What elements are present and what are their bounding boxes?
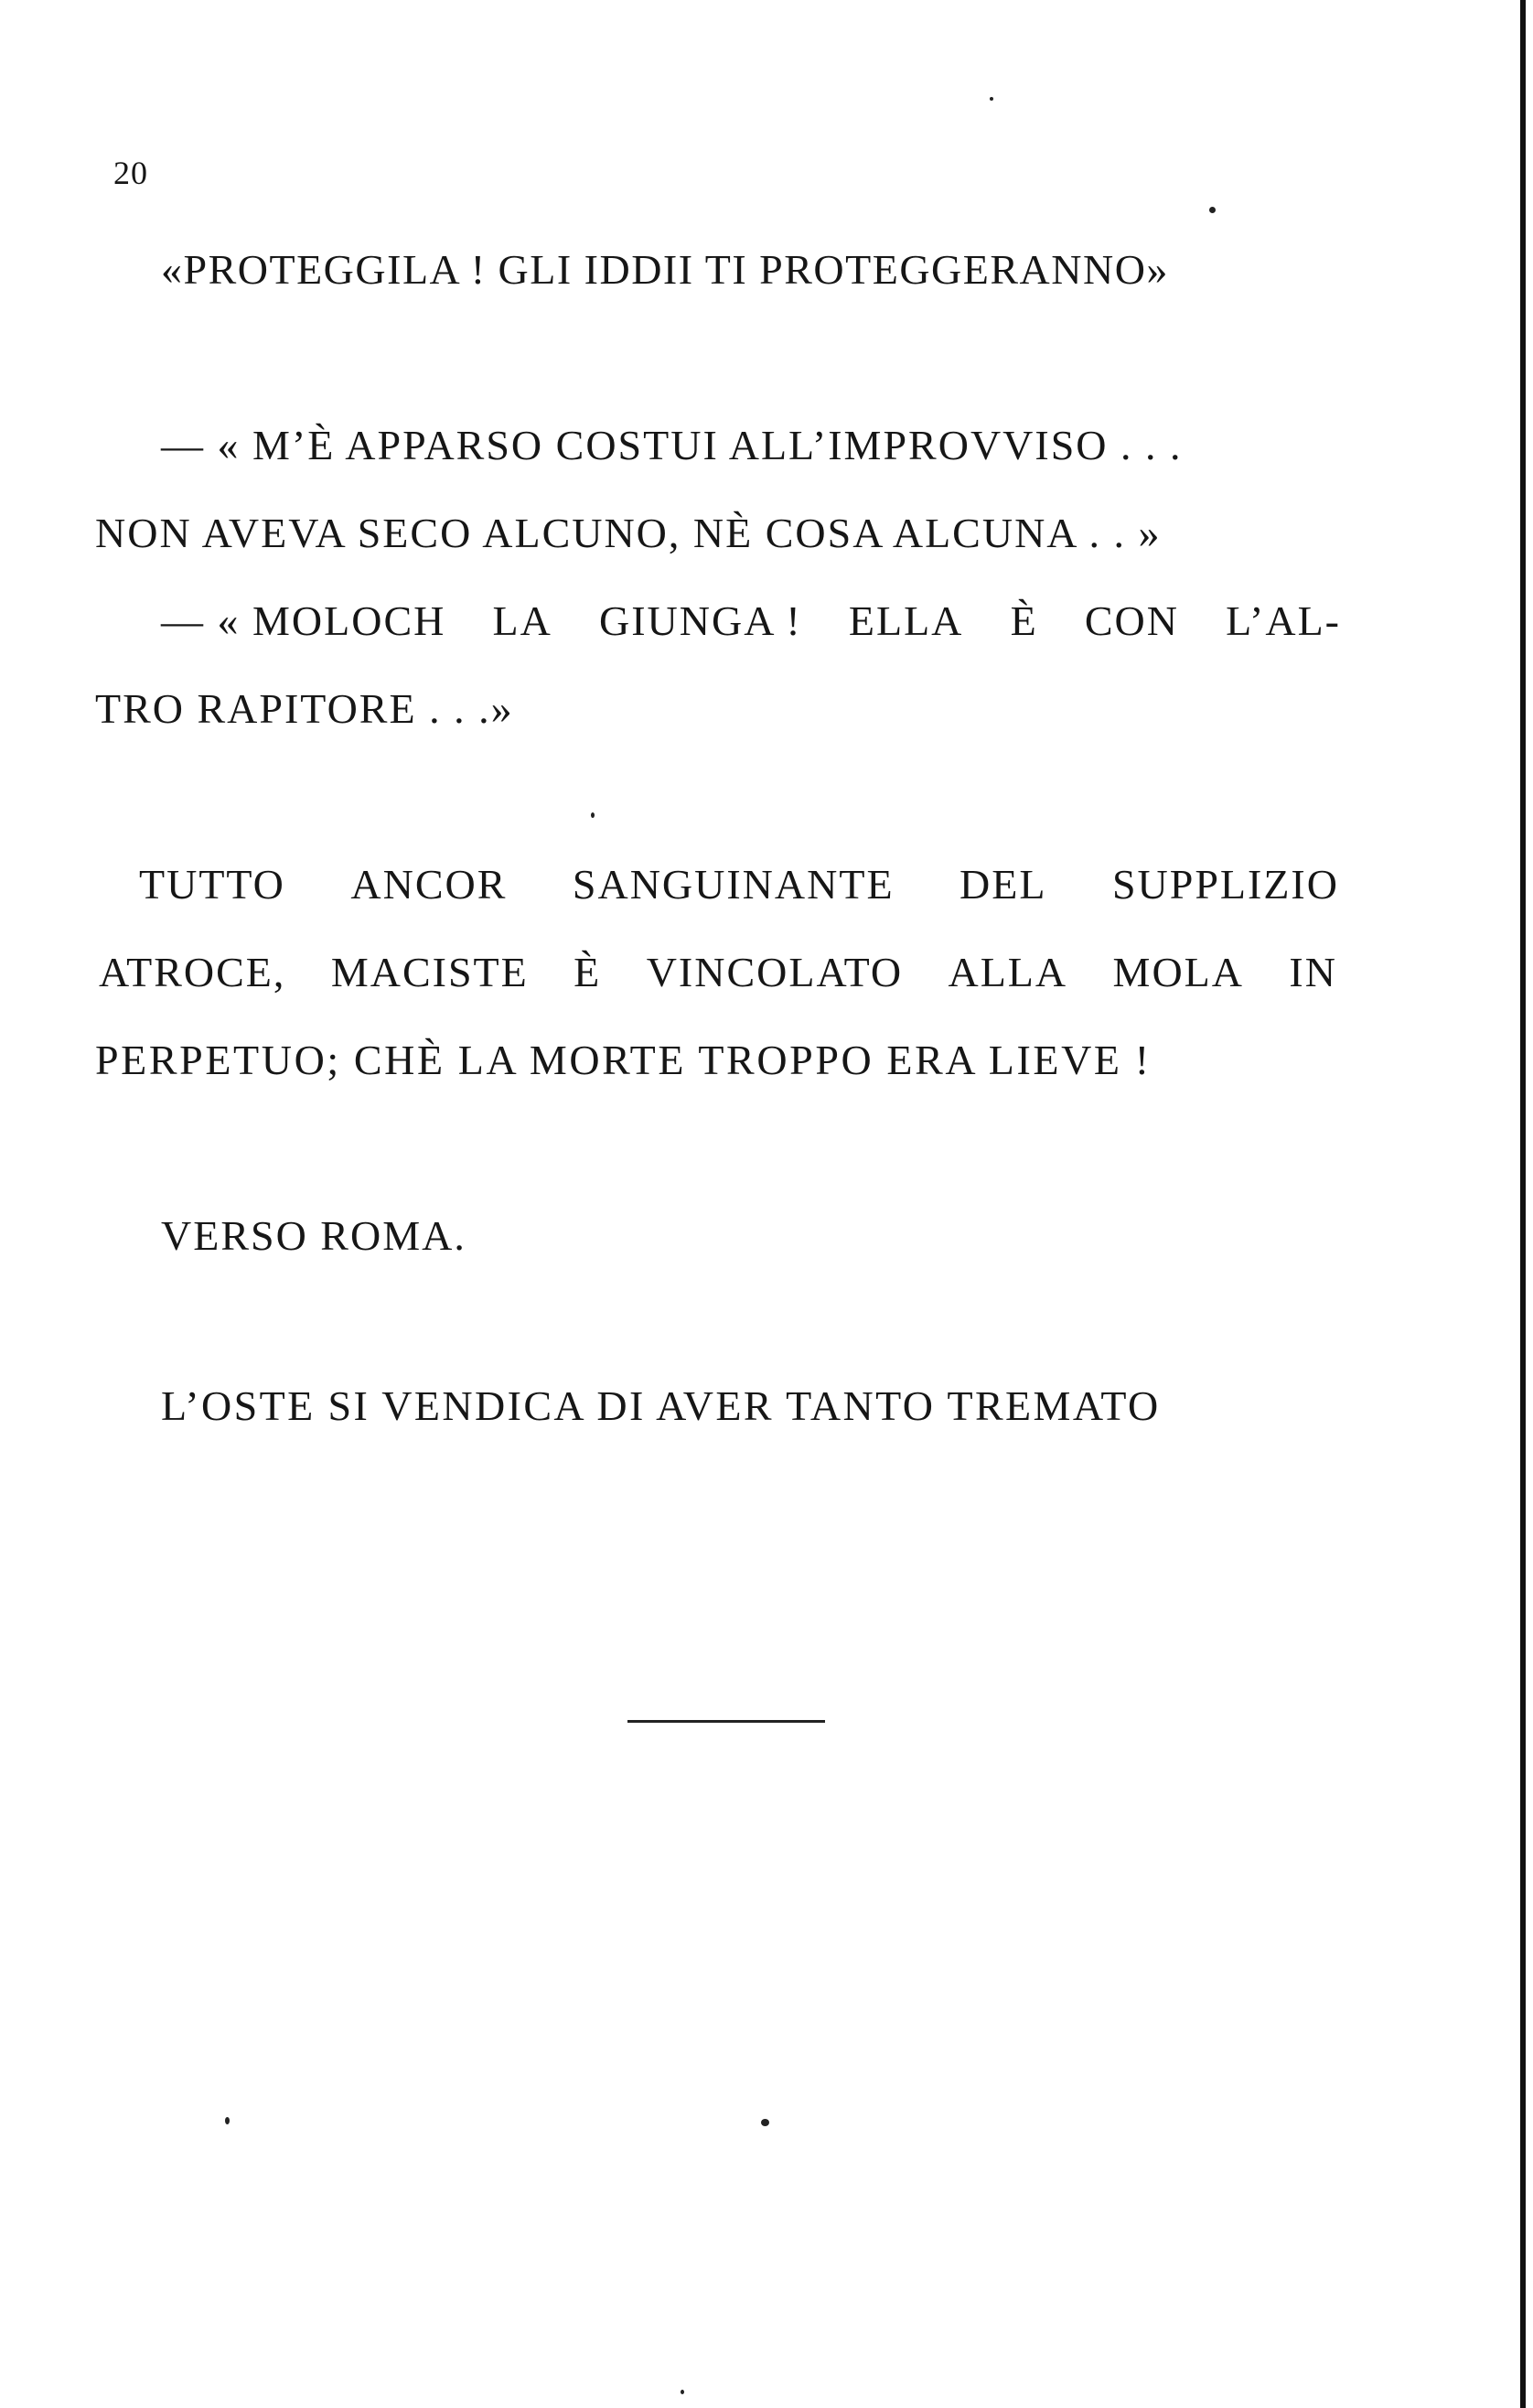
ink-speck — [1209, 207, 1216, 213]
ink-speck — [225, 2117, 230, 2124]
word: IN — [1289, 949, 1337, 995]
word: ATROCE, — [99, 949, 286, 995]
word: SANGUINANTE — [572, 861, 895, 908]
word: TUTTO — [139, 861, 285, 908]
word: MOLA — [1112, 949, 1244, 995]
word: LA — [492, 597, 552, 644]
section-title-oste: L’OSTE SI VENDICA DI AVER TANTO TREMATO — [161, 1382, 1161, 1429]
section-title-verso-roma: VERSO ROMA. — [161, 1212, 466, 1259]
word: SUPPLIZIO — [1111, 861, 1339, 908]
word: MACISTE — [330, 949, 529, 995]
dialogue-line-3 — [161, 597, 1341, 644]
word: — « MOLOCH — [161, 597, 446, 644]
word: CON — [1084, 597, 1179, 644]
dialogue-line-4: TRO RAPITORE . . .» — [95, 685, 514, 732]
page-edge-rule — [1520, 0, 1526, 2408]
ink-speck — [681, 2390, 684, 2394]
word: È — [1010, 597, 1038, 644]
word: DEL — [959, 861, 1047, 908]
ink-speck — [591, 812, 595, 818]
word: ELLA — [848, 597, 964, 644]
paragraph-line-1 — [139, 861, 1339, 908]
ink-speck — [990, 97, 993, 101]
word: GIUNGA ! — [599, 597, 802, 644]
ink-speck — [761, 2119, 769, 2126]
caption-line: «PROTEGGILA ! GLI IDDII TI PROTEGGERANNO» — [161, 246, 1169, 293]
paragraph-line-2 — [99, 951, 1337, 994]
word: È — [574, 949, 602, 995]
word: VINCOLATO — [646, 949, 904, 995]
paragraph-line-3: PERPETUO; CHÈ LA MORTE TROPPO ERA LIEVE ! — [95, 1037, 1152, 1083]
dialogue-line-2: NON AVEVA SECO ALCUNO, NÈ COSA ALCUNA . . » — [95, 510, 1162, 556]
dialogue-line-1: — « M’È APPARSO COSTUI ALL’IMPROVVISO . . . — [161, 422, 1183, 468]
word: L’AL- — [1226, 597, 1341, 644]
section-separator — [627, 1720, 825, 1723]
page-number: 20 — [113, 155, 148, 191]
word: ANCOR — [350, 861, 508, 908]
word: ALLA — [948, 949, 1068, 995]
